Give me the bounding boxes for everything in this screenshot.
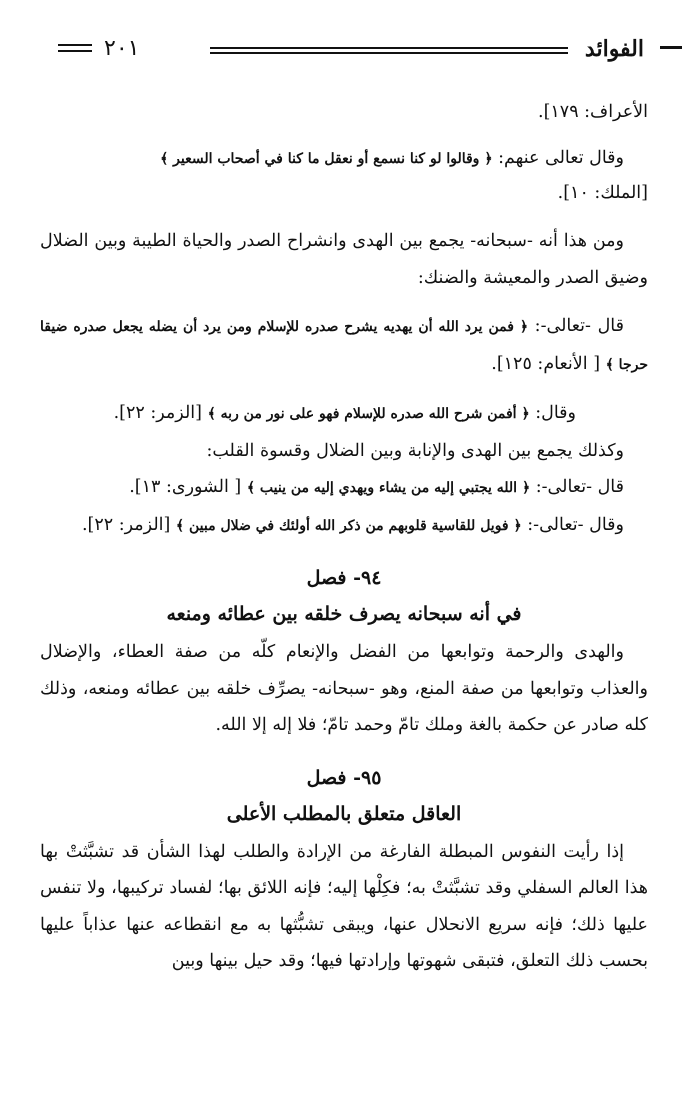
- quran-verse: ﴿ وقالوا لو كنا نسمع أو نعقل ما كنا في أصحاب السعير ﴾: [160, 150, 493, 167]
- section-94-title: في أنه سبحانه يصرف خلقه بين عطائه ومنعه: [166, 603, 522, 625]
- quran-verse: ﴿ أفمن شرح الله صدره للإسلام فهو على نور من ربه ﴾: [207, 406, 530, 422]
- p8-text: وقال -تعالى-:: [527, 514, 624, 535]
- header-rule: [210, 47, 568, 57]
- paragraph-5: [40, 395, 648, 433]
- section-95-number: ٩٥- فصل: [306, 766, 382, 789]
- p5-ref: [الزمر: ٢٢].: [113, 403, 202, 423]
- p7-text: قال -تعالى-:: [535, 477, 624, 497]
- p5-text: وقال:: [535, 403, 576, 423]
- paragraph-3: ومن هذا أنه -سبحانه- يجمع بين الهدى وانشراح الصدر والحياة الطيبة وبين الضلال وضيق الصدر والمعيشة والضنك:: [40, 231, 648, 288]
- p2-text: وقال تعالى عنهم:: [498, 147, 624, 168]
- header-dash-right: [660, 46, 682, 49]
- p8-ref: [الزمر: ٢٢].: [81, 514, 171, 535]
- section-94-body: والهدى والرحمة وتوابعها من الفضل والإنعام كلّه من صفة العطاء، والإضلال والعذاب وتوابعها من صفة المنع، وهو -سبحانه- يصرِّف خلقه بين عطائه ومنعه، وذلك كله صادر عن حكمة بالغة وملك تامّ وحمد تامّ؛ فلا إله إلا الله.: [40, 642, 648, 735]
- paragraph-8: [40, 507, 648, 545]
- header-dash-left: [58, 44, 92, 56]
- paragraph-1: الأعراف: ١٧٩].: [538, 102, 648, 122]
- paragraph-2: [40, 143, 648, 175]
- p4-text: قال -تعالى-:: [534, 316, 624, 336]
- section-94-number: ٩٤- فصل: [306, 567, 382, 589]
- section-95-body: إذا رأيت النفوس المبطلة الفارغة من الإرادة والطلب لهذا الشأن قد تشبَّثتْ بها هذا العالم السفلي وقد تشبَّثتْ به؛ فكِلْها إليه؛ فإنه اللائق بها؛ لفساد تركيبها، ولا تنفس عليها ذلك؛ فإنه سريع الانحلال عنها، ويبقى تشبُّثها به مع انقطاعه عنها عذاباً عليها بحسب ذلك التعلق، فتبقى شهوتها وإرادتها فيها؛ وقد حيل بينها وبين: [40, 841, 648, 971]
- paragraph-2-ref: [الملك: ١٠].: [557, 182, 648, 203]
- quran-verse: ﴿ فمن يرد الله أن يهديه يشرح صدره للإسلام ومن يرد أن يضله يجعل صدره ضيقا حرجا ﴾: [40, 319, 648, 373]
- paragraph-4: [40, 308, 648, 383]
- paragraph-6: وكذلك يجمع بين الهدى والإنابة وبين الضلال وقسوة القلب:: [206, 440, 624, 461]
- section-95-title: العاقل متعلق بالمطلب الأعلى: [226, 802, 462, 825]
- page-number: ٢٠١: [104, 36, 140, 61]
- paragraph-7: [40, 469, 648, 507]
- running-title: الفوائد: [584, 36, 644, 62]
- page-body: [40, 94, 648, 980]
- quran-verse: ﴿ الله يجتبي إليه من يشاء ويهدي إليه من ينيب ﴾: [246, 480, 531, 496]
- quran-verse: ﴿ فويل للقاسية قلوبهم من ذكر الله أولئك في ضلال مبين ﴾: [175, 517, 522, 534]
- p7-ref: [ الشورى: ١٣].: [129, 477, 242, 497]
- p4-ref: [ الأنعام: ١٢٥].: [491, 353, 601, 374]
